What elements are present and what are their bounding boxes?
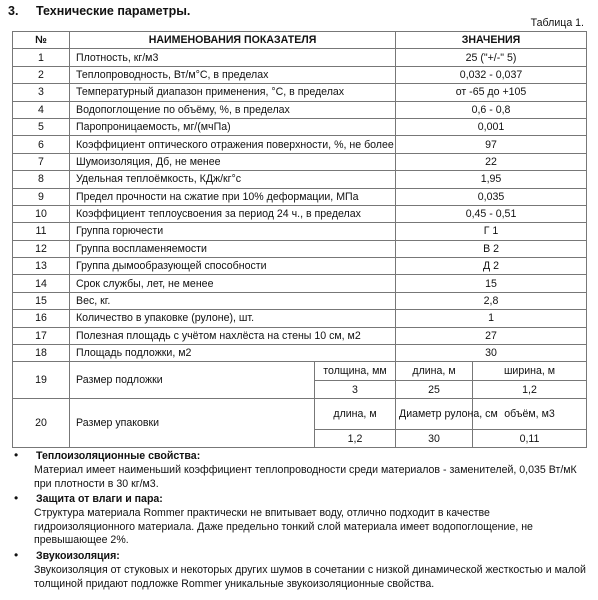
- row-number: 16: [13, 310, 70, 327]
- row-number: 7: [13, 153, 70, 170]
- value-cell: 1,2: [315, 430, 396, 448]
- row-value: 22: [396, 153, 587, 170]
- row-value: 15: [396, 275, 587, 292]
- row-value: В 2: [396, 240, 587, 257]
- row-number: 4: [13, 101, 70, 118]
- row-number: 18: [13, 345, 70, 362]
- row-number: 15: [13, 292, 70, 309]
- table-row: [13, 258, 587, 275]
- row-name: Срок службы, лет, не менее: [70, 275, 396, 292]
- row-value: Д 2: [396, 258, 587, 275]
- row-name: Водопоглощение по объёму, %, в пределах: [70, 101, 396, 118]
- subheader-cell: толщина, мм: [315, 362, 396, 381]
- section-number: 3.: [8, 4, 19, 18]
- value-cell: 3: [315, 380, 396, 399]
- table-row: [13, 205, 587, 222]
- property-thermal: [14, 449, 589, 491]
- table-row: [13, 84, 587, 101]
- table-row: [13, 345, 587, 362]
- property-title: Теплоизоляционные свойства:: [36, 450, 201, 462]
- row-number: 3: [13, 84, 70, 101]
- section-heading: [8, 4, 190, 18]
- table-caption: Таблица 1.: [530, 17, 584, 29]
- row-number: 6: [13, 136, 70, 153]
- row-number: 13: [13, 258, 70, 275]
- table-row: [13, 310, 587, 327]
- table-row: [13, 153, 587, 170]
- row-name: Плотность, кг/м3: [70, 49, 396, 66]
- row-name: Удельная теплоёмкость, КДж/кг°с: [70, 171, 396, 188]
- row-number: 9: [13, 188, 70, 205]
- row-number: 8: [13, 171, 70, 188]
- row-name: Предел прочности на сжатие при 10% деформации, МПа: [70, 188, 396, 205]
- value-cell: 1,2: [473, 380, 587, 399]
- row-name: Размер подложки: [70, 362, 315, 399]
- bullet-icon: •: [14, 491, 19, 505]
- subheader-cell: объём, м3: [473, 399, 587, 430]
- row-name: Группа дымообразующей способности: [70, 258, 396, 275]
- row-value: от -65 до +105: [396, 84, 587, 101]
- subheader-cell: Диаметр рулона, см: [396, 399, 473, 430]
- bullet-icon: •: [14, 448, 19, 462]
- row-value: 1: [396, 310, 587, 327]
- row-name: Теплопроводность, Вт/м°С, в пределах: [70, 66, 396, 83]
- row-name: Площадь подложки, м2: [70, 345, 396, 362]
- row-number: 14: [13, 275, 70, 292]
- table-row-20: [13, 399, 587, 430]
- row-value: 30: [396, 345, 587, 362]
- property-title: Звукоизоляция:: [36, 550, 120, 562]
- table-row: [13, 118, 587, 135]
- table-row: [13, 240, 587, 257]
- row-number: 10: [13, 205, 70, 222]
- table-row: [13, 223, 587, 240]
- row-value: 0,032 - 0,037: [396, 66, 587, 83]
- row-name: Паропроницаемость, мг/(мчПа): [70, 118, 396, 135]
- row-name: Размер упаковки: [70, 399, 315, 448]
- subheader-cell: длина, м: [396, 362, 473, 381]
- parameters-table: [12, 31, 587, 448]
- row-number: 20: [13, 399, 70, 448]
- row-value: 1,95: [396, 171, 587, 188]
- row-name: Шумоизоляция, Дб, не менее: [70, 153, 396, 170]
- row-value: 25 ("+/-" 5): [396, 49, 587, 66]
- table-row: [13, 292, 587, 309]
- row-value: 0,001: [396, 118, 587, 135]
- property-text: Структура материала Rommer практически не впитывает воду, отлично подходит в качестве гидроизоляционного материала. Даже предельно тонкий слой материала имеет водопоглощение, не превышающее 2%.: [34, 506, 533, 547]
- table-row: [13, 327, 587, 344]
- row-name: Вес, кг.: [70, 292, 396, 309]
- row-number: 1: [13, 49, 70, 66]
- value-cell: 30: [396, 430, 473, 448]
- row-number: 17: [13, 327, 70, 344]
- value-cell: 25: [396, 380, 473, 399]
- row-value: 97: [396, 136, 587, 153]
- table-row: [13, 49, 587, 66]
- row-number: 11: [13, 223, 70, 240]
- subheader-cell: длина, м: [315, 399, 396, 430]
- row-name: Полезная площадь с учётом нахлёста на стены 10 см, м2: [70, 327, 396, 344]
- property-title: Защита от влаги и пара:: [36, 493, 163, 505]
- property-sound: [14, 549, 589, 591]
- row-number: 19: [13, 362, 70, 399]
- property-moisture: [14, 492, 589, 548]
- bullet-icon: •: [14, 548, 19, 562]
- table-row: [13, 101, 587, 118]
- table-row: [13, 188, 587, 205]
- column-header-name: НАИМЕНОВАНИЯ ПОКАЗАТЕЛЯ: [70, 32, 396, 49]
- row-value: 0,45 - 0,51: [396, 205, 587, 222]
- table-row-19: [13, 362, 587, 381]
- row-number: 12: [13, 240, 70, 257]
- row-number: 2: [13, 66, 70, 83]
- section-title: Технические параметры.: [36, 4, 191, 18]
- row-value: 27: [396, 327, 587, 344]
- row-name: Коэффициент оптического отражения поверхности, %, не более: [70, 136, 396, 153]
- column-header-value: ЗНАЧЕНИЯ: [396, 32, 587, 49]
- subheader-cell: ширина, м: [473, 362, 587, 381]
- table-row: [13, 136, 587, 153]
- row-name: Группа воспламеняемости: [70, 240, 396, 257]
- row-name: Группа горючести: [70, 223, 396, 240]
- property-text: Звукоизоляция от стуковых и некоторых других шумов в сочетании с низкой динамической жесткостью и малой толщиной придают подложке Rommer уникальные звукоизоляционные свойства.: [34, 563, 586, 590]
- row-name: Количество в упаковке (рулоне), шт.: [70, 310, 396, 327]
- table-header-row: [13, 32, 587, 49]
- row-value: 0,035: [396, 188, 587, 205]
- table-row: [13, 66, 587, 83]
- row-value: 2,8: [396, 292, 587, 309]
- column-header-number: №: [13, 32, 70, 49]
- row-value: Г 1: [396, 223, 587, 240]
- value-cell: 0,11: [473, 430, 587, 448]
- property-text: Материал имеет наименьший коэффициент теплопроводности среди материалов - заменителей, 0,035 Вт/мК при плотности в 30 кг/м3.: [34, 463, 577, 490]
- row-name: Температурный диапазон применения, °С, в пределах: [70, 84, 396, 101]
- row-name: Коэффициент теплоусвоения за период 24 ч., в пределах: [70, 205, 396, 222]
- table-row: [13, 275, 587, 292]
- row-number: 5: [13, 118, 70, 135]
- row-value: 0,6 - 0,8: [396, 101, 587, 118]
- table-row: [13, 171, 587, 188]
